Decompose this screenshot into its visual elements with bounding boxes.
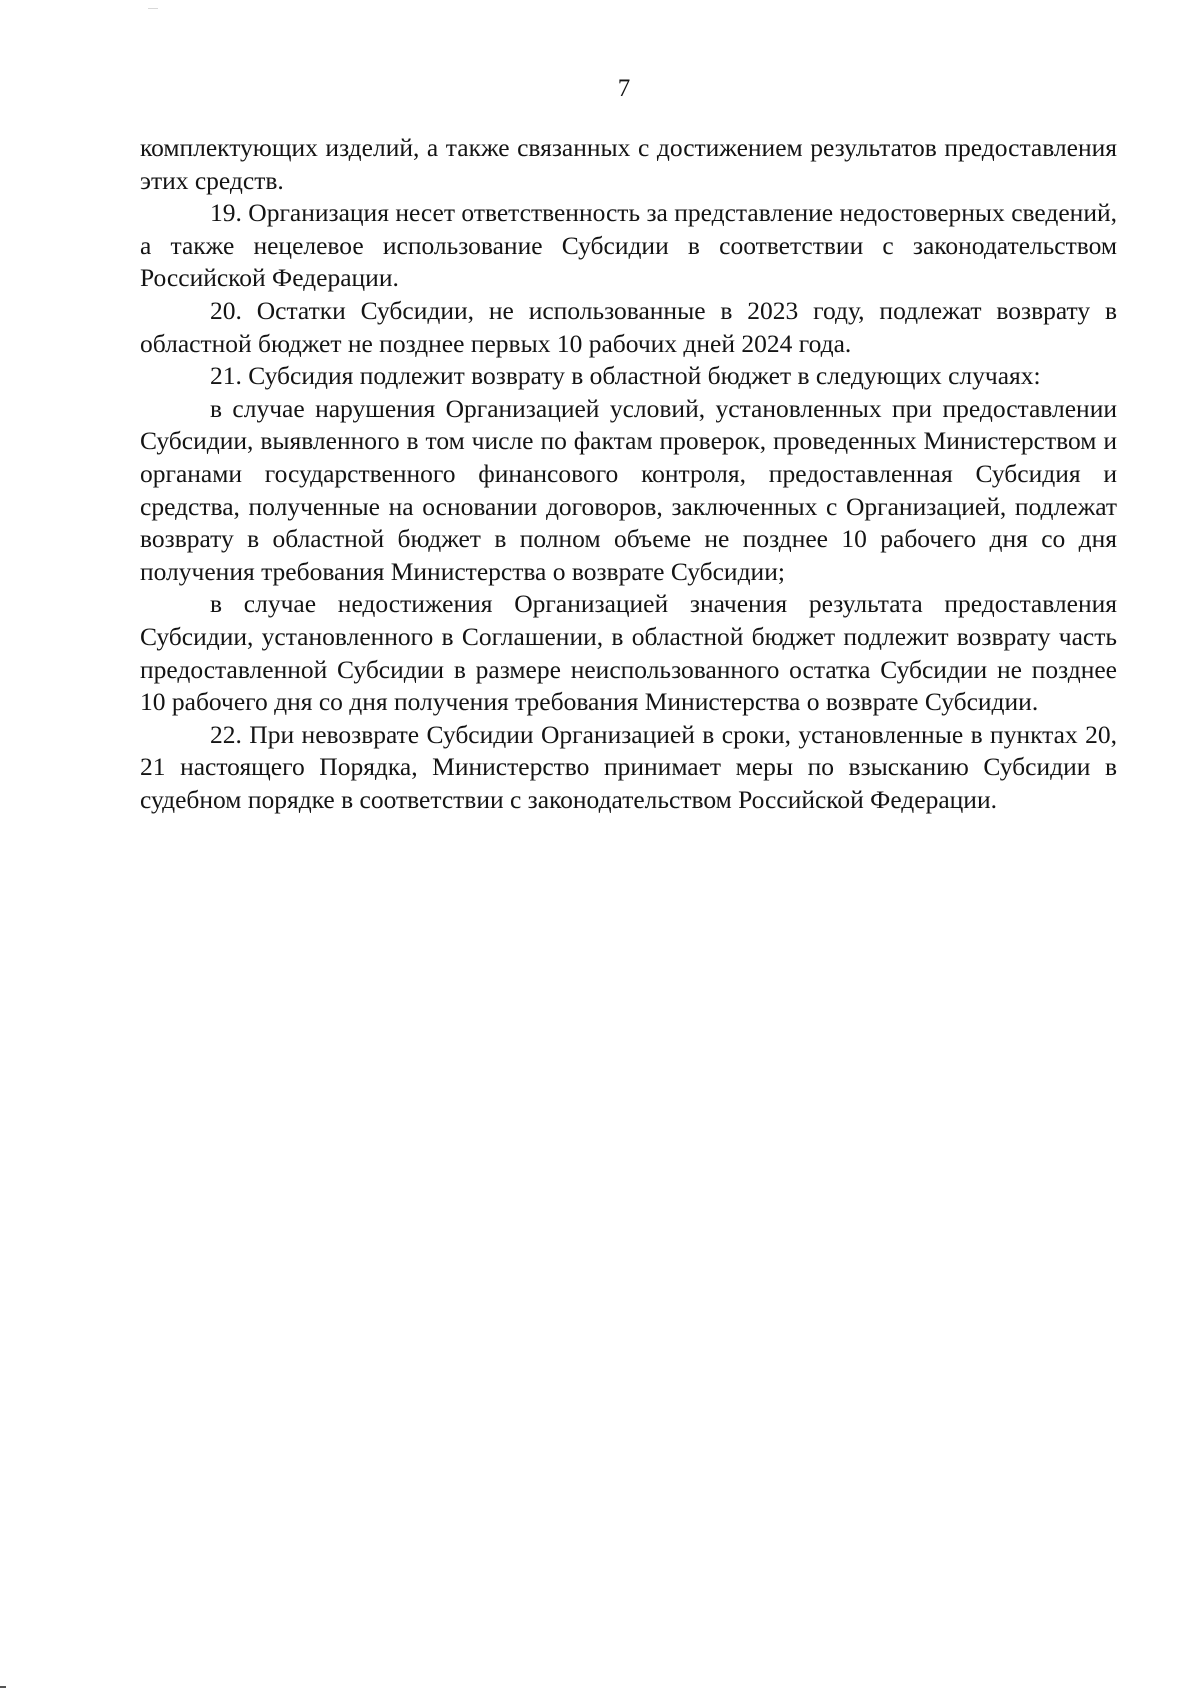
paragraph-item-20: 20. Остатки Субсидии, не использованные в 2023 году, подлежат возврату в областной бюджет не позднее первых 10 рабочих дней 2024 года. <box>140 295 1117 358</box>
paragraph-case-non-achievement: в случае недостижения Организацией значения результата предоставления Субсидии, установленного в Соглашении, в областной бюджет подлежит возврату часть предоставленной Субсидии в размере неиспользованного остатка Субсидии не позднее 10 рабочего дня со дня получения требования Министерства о возврате Субсидии. <box>140 589 1117 717</box>
paragraph-case-violation: в случае нарушения Организацией условий, установленных при предоставлении Субсидии, выявленного в том числе по фактам проверок, проведенных Министерством и органами государственного финансового контроля, предоставленная Субсидия и средства, полученные на основании договоров, заключенных с Организацией, подлежат возврату в областной бюджет в полном объеме не позднее 10 рабочего дня со дня получения требования Министерства о возврате Субсидии; <box>140 393 1117 586</box>
document-body <box>140 132 1117 816</box>
scan-artifact <box>148 8 158 9</box>
paragraph-item-21: 21. Субсидия подлежит возврату в областной бюджет в следующих случаях: <box>210 361 1041 391</box>
paragraph-item-22: 22. При невозврате Субсидии Организацией в сроки, установленные в пунктах 20, 21 настоящего Порядка, Министерство принимает меры по взысканию Субсидии в судебном порядке в соответствии с законодательством Российской Федерации. <box>140 719 1117 814</box>
page-number: 7 <box>617 75 631 102</box>
paragraph-continuation: комплектующих изделий, а также связанных с достижением результатов предоставления этих средств. <box>140 133 1117 195</box>
scan-artifact <box>0 1686 6 1688</box>
paragraph-item-19: 19. Организация несет ответственность за представление недостоверных сведений, а также нецелевое использование Субсидии в соответствии с законодательством Российской Федерации. <box>140 198 1117 293</box>
